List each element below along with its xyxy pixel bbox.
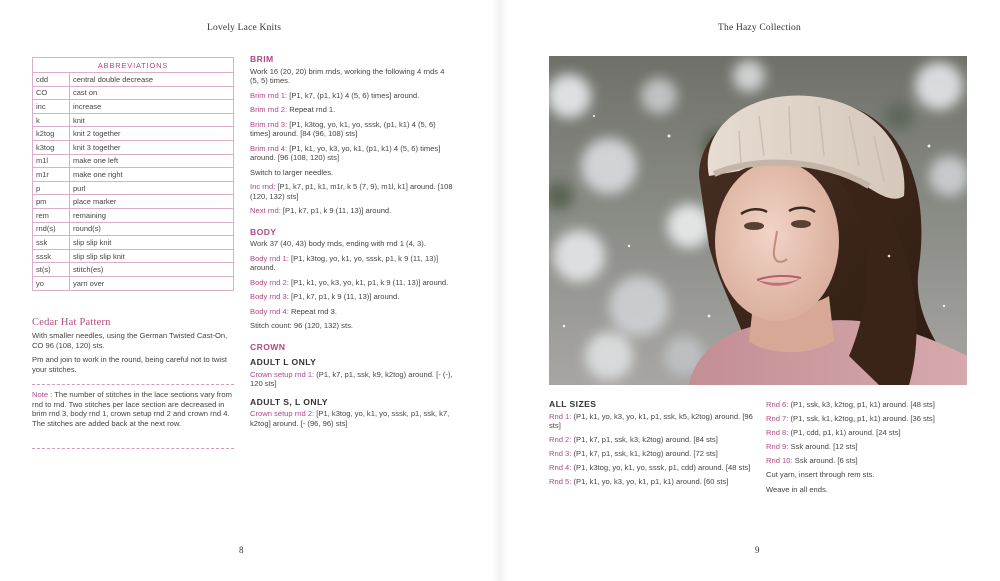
row-text: [P1, k7, p1, k1, m1r, k 5 (7, 9), m1l, k1] around. [108 (120, 132) sts] [250, 182, 453, 201]
abbr-key: rem [33, 208, 70, 222]
row-label: Brim rnd 4: [250, 143, 288, 153]
row-label: Rnd 7: [766, 414, 789, 424]
abbr-key: CO [33, 86, 70, 100]
table-row [33, 154, 234, 168]
note-label: Note [32, 390, 49, 399]
body-heading: BODY [250, 226, 277, 237]
all-sizes-heading: ALL SIZES [549, 399, 597, 409]
intro-paragraph: With smaller needles, using the German Twisted Cast-On, CO 96 (108, 120) sts. [32, 331, 228, 350]
abbr-key: k3tog [33, 140, 70, 154]
row-text: Repeat rnd 3. [288, 306, 337, 316]
row-text: (P1, cdd, p1, k1) around. [24 sts] [788, 428, 901, 438]
row-text: (P1, k3tog, yo, k1, yo, sssk, p1, cdd) around. [48 sts] [571, 463, 751, 473]
pattern-intro [32, 331, 237, 379]
brim-intro: Work 16 (20, 20) brim rnds, working the following 4 rnds 4 (5, 5) times. [250, 66, 445, 85]
table-row [33, 73, 234, 87]
row-text: (P1, ssk, k3, k2tog, p1, k1) around. [48 sts] [788, 400, 935, 409]
brim-row [250, 91, 455, 101]
finish-line: Cut yarn, insert through rem sts. [766, 470, 875, 480]
abbr-value: make one right [70, 168, 234, 182]
note-paragraph [32, 390, 237, 428]
table-row [33, 208, 234, 222]
row-label: Rnd 5: [549, 477, 572, 487]
note-block [32, 390, 237, 433]
row-text: (P1, k7, p1, ssk, k9, k2tog) around. [- (-), 120 sts] [250, 369, 453, 388]
row-text: (P1, k7, p1, ssk, k1, k2tog) around. [72 sts] [571, 449, 718, 459]
row-label: Body rnd 1: [250, 253, 289, 263]
table-row [33, 100, 234, 114]
abbr-value: knit 2 together [70, 127, 234, 141]
abbr-value: slip slip knit [70, 236, 234, 250]
abbr-value: make one left [70, 154, 234, 168]
abbr-key: m1l [33, 154, 70, 168]
abbr-key: k2tog [33, 127, 70, 141]
abbr-key: p [33, 181, 70, 195]
row-text: (P1, k7, p1, ssk, k3, k2tog) around. [84 sts] [571, 435, 718, 445]
abbr-value: place marker [70, 195, 234, 209]
row-label: Body rnd 3: [250, 292, 289, 301]
abbr-key: sssk [33, 249, 70, 263]
note-text: : The number of stitches in the lace sections vary from rnd to rnd. Two stitches per lace section are decreased in brim rnd 3, body rnd 1, crown setup rnd 2 and crown rnd 4. The stitches are added back at the next row. [32, 390, 232, 428]
abbr-value: slip slip slip knit [70, 249, 234, 263]
table-row [33, 127, 234, 141]
page-number-right: 9 [755, 545, 760, 555]
brim-heading: BRIM [250, 54, 274, 64]
row-text: (P1, k1, yo, k3, yo, k1, p1, k1) around. [60 sts] [571, 477, 729, 487]
abbr-value: increase [70, 100, 234, 114]
body-row [250, 307, 455, 317]
brim-next-row [250, 206, 455, 216]
row-label: Rnd 10: [766, 456, 793, 466]
table-row [33, 140, 234, 154]
body-intro: Work 37 (40, 43) body rnds, ending with rnd 1 (4, 3). [250, 239, 426, 248]
row-label: Rnd 2: [549, 435, 572, 445]
row-text: Ssk around. [6 sts] [792, 456, 858, 466]
brim-inc-row [250, 182, 455, 201]
abbr-key: yo [33, 276, 70, 290]
crown-row [549, 477, 754, 487]
abbr-value: central double decrease [70, 73, 234, 87]
abbr-value: stitch(es) [70, 263, 234, 277]
row-text: [P1, k3tog, yo, k1, yo, sssk, p1, ssk, k7, k2tog] around. [- (96, 96) sts] [250, 409, 450, 428]
row-label: Rnd 8: [766, 428, 789, 438]
row-text: [P1, k7, p1, k 9 (11, 13)] around. [280, 206, 392, 215]
finish-line: Weave in all ends. [766, 484, 828, 494]
row-text: [P1, k3tog, yo, k1, yo, sssk, p1, k 9 (11, 13)] around. [250, 253, 439, 272]
row-label: Rnd 1: [549, 411, 572, 421]
row-label: Rnd 9: [766, 442, 789, 452]
row-label: Crown setup rnd 1: [250, 369, 315, 379]
crown-setup-row [250, 409, 455, 428]
all-sizes-column-2 [766, 400, 971, 499]
row-label: Next rnd: [250, 206, 281, 215]
abbr-key: rnd(s) [33, 222, 70, 236]
abbr-key: m1r [33, 168, 70, 182]
running-head-left: Lovely Lace Knits [207, 23, 282, 33]
divider [32, 448, 234, 449]
crown-setup-row [250, 370, 455, 389]
row-text: [P1, k7, (p1, k1) 4 (5, 6) times] around. [287, 90, 420, 100]
crown-heading: CROWN [250, 341, 286, 352]
crown-row [766, 414, 971, 424]
table-row [33, 113, 234, 127]
table-row [33, 222, 234, 236]
abbr-value: yarn over [70, 276, 234, 290]
body-row [250, 254, 455, 273]
running-head-right: The Hazy Collection [718, 23, 801, 33]
instructions-column [250, 55, 455, 433]
brim-switch: Switch to larger needles. [250, 167, 334, 177]
body-count: Stitch count: 96 (120, 132) sts. [250, 321, 353, 330]
table-row [33, 86, 234, 100]
crown-row [766, 428, 971, 438]
abbr-key: st(s) [33, 263, 70, 277]
abbreviations-title: ABBREVIATIONS [33, 58, 234, 73]
brim-row [250, 105, 455, 115]
row-text: (P1, ssk, k1, k2tog, p1, k1) around. [36 sts] [788, 414, 935, 424]
row-label: Crown setup rnd 2: [250, 409, 315, 418]
table-row [33, 263, 234, 277]
row-text: (P1, k1, yo, k3, yo, k1, p1, ssk, k5, k2tog) around. [96 sts] [549, 411, 753, 430]
abbreviations-table [32, 57, 234, 291]
abbr-key: pm [33, 195, 70, 209]
abbr-value: round(s) [70, 222, 234, 236]
crown-row [766, 400, 971, 410]
body-row [250, 278, 455, 288]
model-photo [549, 56, 967, 385]
table-row [33, 195, 234, 209]
row-text: [P1, k1, yo, k3, yo, k1, p1, k 9 (11, 13)] around. [288, 277, 449, 287]
adult-l-heading: ADULT L ONLY [250, 357, 317, 367]
crown-row [549, 412, 754, 431]
abbr-key: cdd [33, 73, 70, 87]
body-row [250, 292, 455, 302]
abbr-key: inc [33, 100, 70, 114]
crown-row [549, 435, 754, 445]
page-number-left: 8 [239, 545, 244, 555]
table-row [33, 276, 234, 290]
row-text: [P1, k1, yo, k3, yo, k1, (p1, k1) 4 (5, 6) times] around. [96 (108, 120) sts] [250, 143, 441, 162]
crown-row [766, 456, 971, 466]
divider [32, 384, 234, 385]
table-row [33, 236, 234, 250]
abbr-key: ssk [33, 236, 70, 250]
all-sizes-column-1 [549, 400, 754, 491]
crown-row [549, 449, 754, 459]
abbr-value: knit 3 together [70, 140, 234, 154]
row-text: [P1, k7, p1, k 9 (11, 13)] around. [288, 292, 400, 301]
row-label: Brim rnd 2: [250, 105, 288, 114]
row-label: Brim rnd 3: [250, 119, 288, 129]
row-label: Brim rnd 1: [250, 90, 288, 100]
adult-sl-heading: ADULT S, L ONLY [250, 396, 328, 407]
row-text: [P1, k3tog, yo, k1, yo, sssk, (p1, k1) 4 (5, 6) times] around. [84 (96, 108) sts] [250, 119, 436, 138]
abbr-value: cast on [70, 86, 234, 100]
brim-row [250, 120, 455, 139]
abbr-value: remaining [70, 208, 234, 222]
pattern-title: Cedar Hat Pattern [32, 317, 111, 328]
row-label: Body rnd 4: [250, 306, 289, 316]
row-label: Rnd 4: [549, 463, 572, 473]
crown-row [549, 463, 754, 473]
book-gutter [492, 0, 508, 581]
row-label: Rnd 6: [766, 400, 789, 409]
table-row [33, 168, 234, 182]
abbr-value: knit [70, 113, 234, 127]
crown-row [766, 442, 971, 452]
abbr-value: purl [70, 181, 234, 195]
row-text: Ssk around. [12 sts] [788, 442, 858, 452]
row-label: Inc rnd: [250, 182, 276, 191]
row-label: Rnd 3: [549, 449, 572, 459]
table-row [33, 181, 234, 195]
row-text: Repeat rnd 1. [287, 105, 336, 114]
intro-paragraph: Pm and join to work in the round, being careful not to twist your stitches. [32, 355, 228, 374]
abbr-key: k [33, 113, 70, 127]
brim-row [250, 144, 455, 163]
row-label: Body rnd 2: [250, 277, 289, 287]
table-row [33, 249, 234, 263]
